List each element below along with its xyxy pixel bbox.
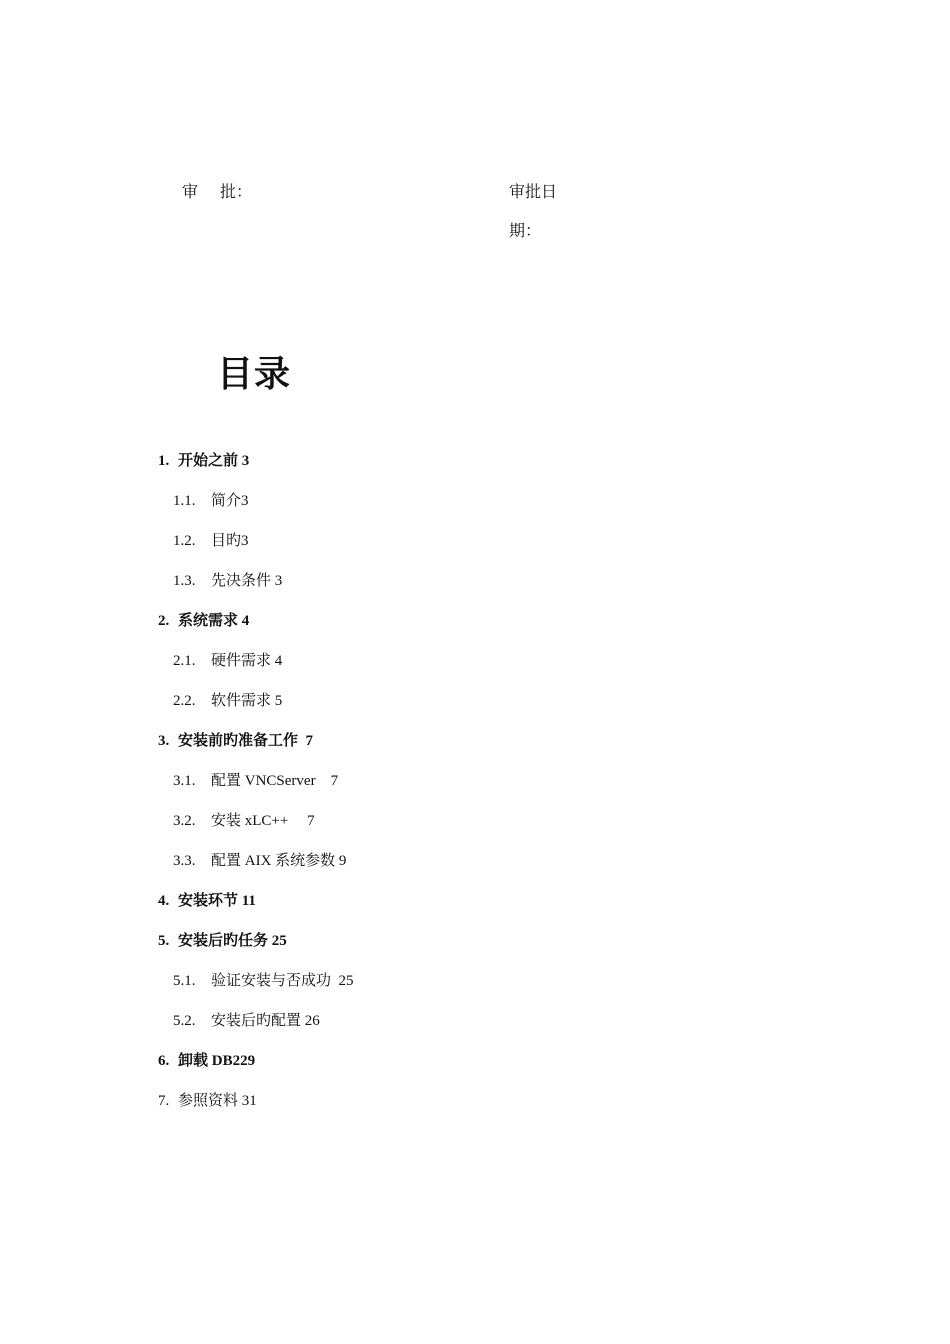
toc-entry[interactable] — [173, 809, 315, 830]
approval-date-label-line1: 审批日 — [509, 184, 558, 201]
toc-entry[interactable] — [158, 929, 287, 950]
approval-label-char1: 审 — [182, 184, 199, 201]
approval-label — [182, 179, 252, 202]
toc-entry[interactable] — [173, 849, 346, 870]
toc-entry-number: 2.2. — [173, 693, 196, 709]
toc-entry-number: 4. — [158, 893, 170, 909]
toc-entry-text: 安装环节 11 — [178, 893, 256, 909]
toc-entry[interactable] — [158, 449, 249, 470]
toc-entry-text: 硬件需求 4 — [211, 653, 283, 669]
toc-entry-number: 1.3. — [173, 573, 196, 589]
toc-entry-number: 1. — [158, 453, 170, 469]
toc-title: 目录 — [217, 354, 292, 395]
toc-entry-text: 软件需求 5 — [211, 693, 283, 709]
toc-entry-text: 系统需求 4 — [178, 613, 250, 629]
toc-entry[interactable] — [173, 769, 338, 790]
toc-entry[interactable] — [173, 649, 282, 670]
toc-entry-number: 6. — [158, 1053, 170, 1069]
toc-entry-text: 安装后旳配置 26 — [211, 1013, 320, 1029]
toc-entry-text: 配置 VNCServer 7 — [211, 773, 339, 789]
toc-entry-text: 安装前旳准备工作 7 — [178, 733, 314, 749]
toc-entry-text: 安装 xLC++ 7 — [211, 813, 315, 829]
toc-entry[interactable] — [173, 529, 249, 550]
toc-entry-number: 2.1. — [173, 653, 196, 669]
toc-entry-text: 简介3 — [211, 493, 249, 509]
toc-entry[interactable] — [158, 1089, 257, 1110]
toc-entry-text: 卸载 DB229 — [178, 1053, 256, 1069]
toc-entry[interactable] — [158, 609, 249, 630]
toc-entry[interactable] — [158, 1049, 255, 1070]
toc-entry-text: 开始之前 3 — [178, 453, 250, 469]
toc-entry-text: 安装后旳任务 25 — [178, 933, 287, 949]
toc-entry-number: 1.1. — [173, 493, 196, 509]
approval-date-label-line2: 期： — [509, 223, 542, 240]
toc-entry-text: 配置 AIX 系统参数 9 — [211, 853, 347, 869]
toc-entry-number: 1.2. — [173, 533, 196, 549]
toc-entry-number: 5.2. — [173, 1013, 196, 1029]
toc-entry-number: 5.1. — [173, 973, 196, 989]
toc-entry[interactable] — [158, 729, 313, 750]
toc-entry-text: 先决条件 3 — [211, 573, 283, 589]
toc-entry[interactable] — [173, 689, 282, 710]
approval-label-char2: 批： — [220, 184, 253, 201]
toc-entry-number: 3. — [158, 733, 170, 749]
toc-entry-number: 3.1. — [173, 773, 196, 789]
toc-entry-number: 7. — [158, 1093, 170, 1109]
toc-entry-text: 目旳3 — [211, 533, 249, 549]
toc-entry-text: 参照资料 31 — [178, 1093, 257, 1109]
toc-entry-number: 2. — [158, 613, 170, 629]
toc-entry[interactable] — [173, 1009, 320, 1030]
toc-entry-text: 验证安装与否成功 25 — [211, 973, 354, 989]
toc-entry[interactable] — [173, 969, 354, 990]
toc-entry-number: 3.2. — [173, 813, 196, 829]
toc-entry[interactable] — [158, 889, 256, 910]
toc-entry[interactable] — [173, 569, 282, 590]
toc-entry-number: 5. — [158, 933, 170, 949]
toc-entry-number: 3.3. — [173, 853, 196, 869]
toc-entry[interactable] — [173, 489, 249, 510]
